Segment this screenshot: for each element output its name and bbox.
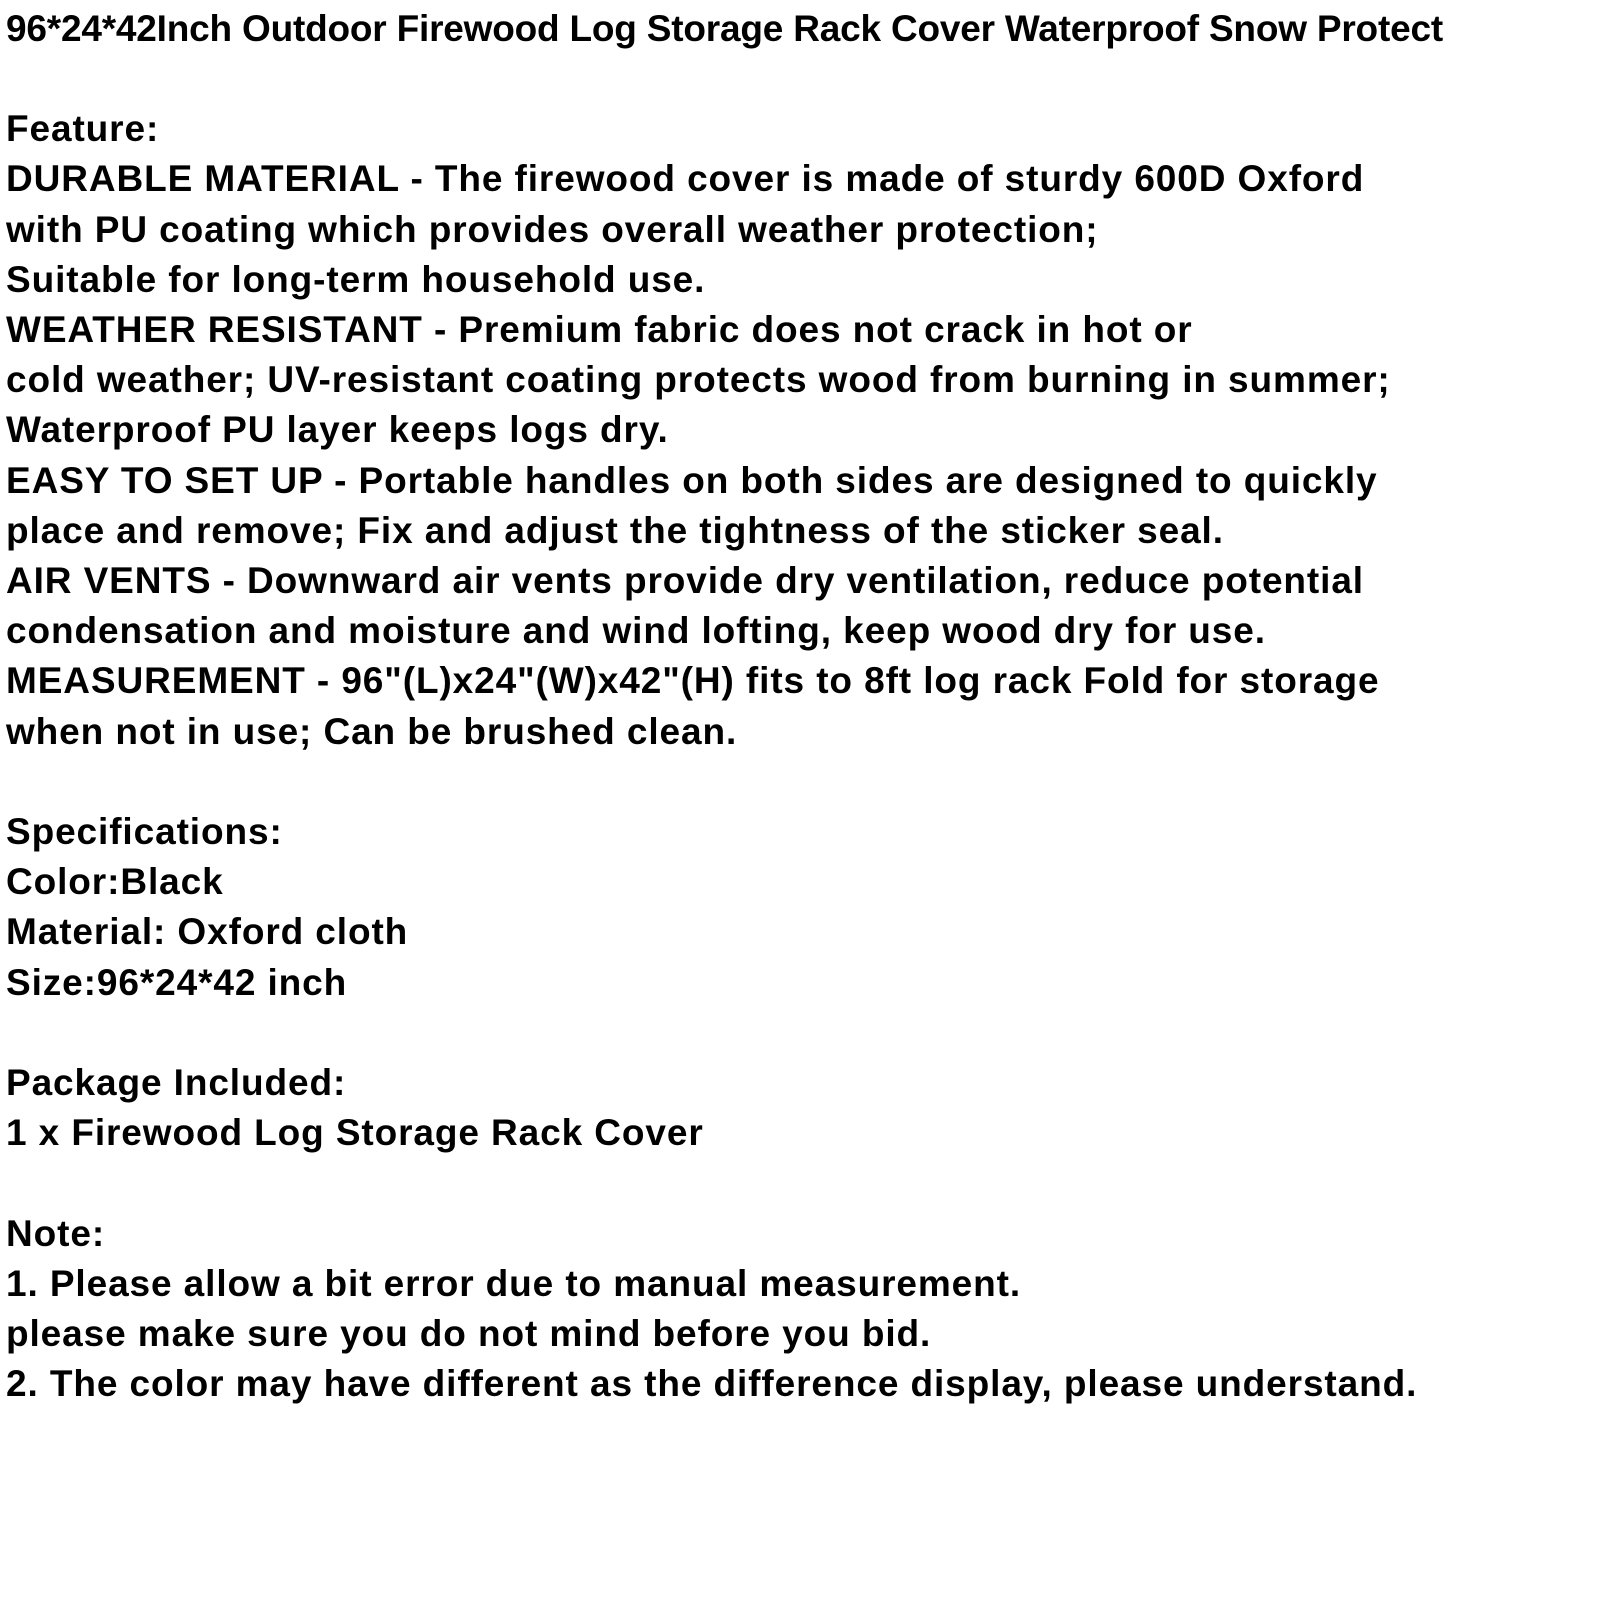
feature-line: WEATHER RESISTANT - Premium fabric does not crack in hot or — [6, 309, 1193, 350]
package-section — [6, 1058, 1596, 1158]
feature-line: DURABLE MATERIAL - The firewood cover is made of sturdy 600D Oxford — [6, 158, 1365, 200]
feature-line: Suitable for long-term household use. — [6, 258, 706, 300]
note-line: 1. Please allow a bit error due to manual measurement. — [6, 1262, 1022, 1304]
feature-line: when not in use; Can be brushed clean. — [6, 710, 738, 752]
specifications-heading: Specifications: — [6, 811, 283, 853]
package-item: 1 x Firewood Log Storage Rack Cover — [6, 1112, 704, 1154]
spacer — [6, 1158, 1596, 1208]
spacer — [6, 757, 1596, 807]
feature-heading: Feature: — [6, 108, 160, 150]
note-line: please make sure you do not mind before you bid. — [6, 1313, 932, 1355]
spacer — [6, 54, 1596, 104]
feature-line: cold weather; UV-resistant coating protects wood from burning in summer; — [6, 359, 1391, 401]
feature-line: place and remove; Fix and adjust the tightness of the sticker seal. — [6, 509, 1224, 551]
feature-line: AIR VENTS - Downward air vents provide dry ventilation, reduce potential — [6, 560, 1364, 602]
spacer — [6, 1008, 1596, 1058]
spec-color: Color:Black — [6, 861, 224, 903]
feature-line: condensation and moisture and wind lofting, keep wood dry for use. — [6, 610, 1266, 652]
feature-line: with PU coating which provides overall weather protection; — [6, 208, 1099, 250]
note-section — [6, 1209, 1596, 1410]
note-line: 2. The color may have different as the difference display, please understand. — [6, 1363, 1418, 1405]
feature-line: EASY TO SET UP - Portable handles on both sides are designed to quickly — [6, 459, 1378, 501]
note-heading: Note: — [6, 1212, 106, 1254]
product-title: 96*24*42Inch Outdoor Firewood Log Storage Rack Cover Waterproof Snow Protect — [6, 8, 1443, 49]
feature-section — [6, 104, 1596, 757]
package-heading: Package Included: — [6, 1062, 347, 1104]
spec-size: Size:96*24*42 inch — [6, 961, 348, 1003]
feature-line: Waterproof PU layer keeps logs dry. — [6, 409, 669, 451]
product-description — [6, 4, 1596, 1409]
specifications-section — [6, 807, 1596, 1008]
feature-line: MEASUREMENT - 96"(L)x24"(W)x42"(H) fits to 8ft log rack Fold for storage — [6, 660, 1380, 702]
spec-material: Material: Oxford cloth — [6, 911, 409, 953]
